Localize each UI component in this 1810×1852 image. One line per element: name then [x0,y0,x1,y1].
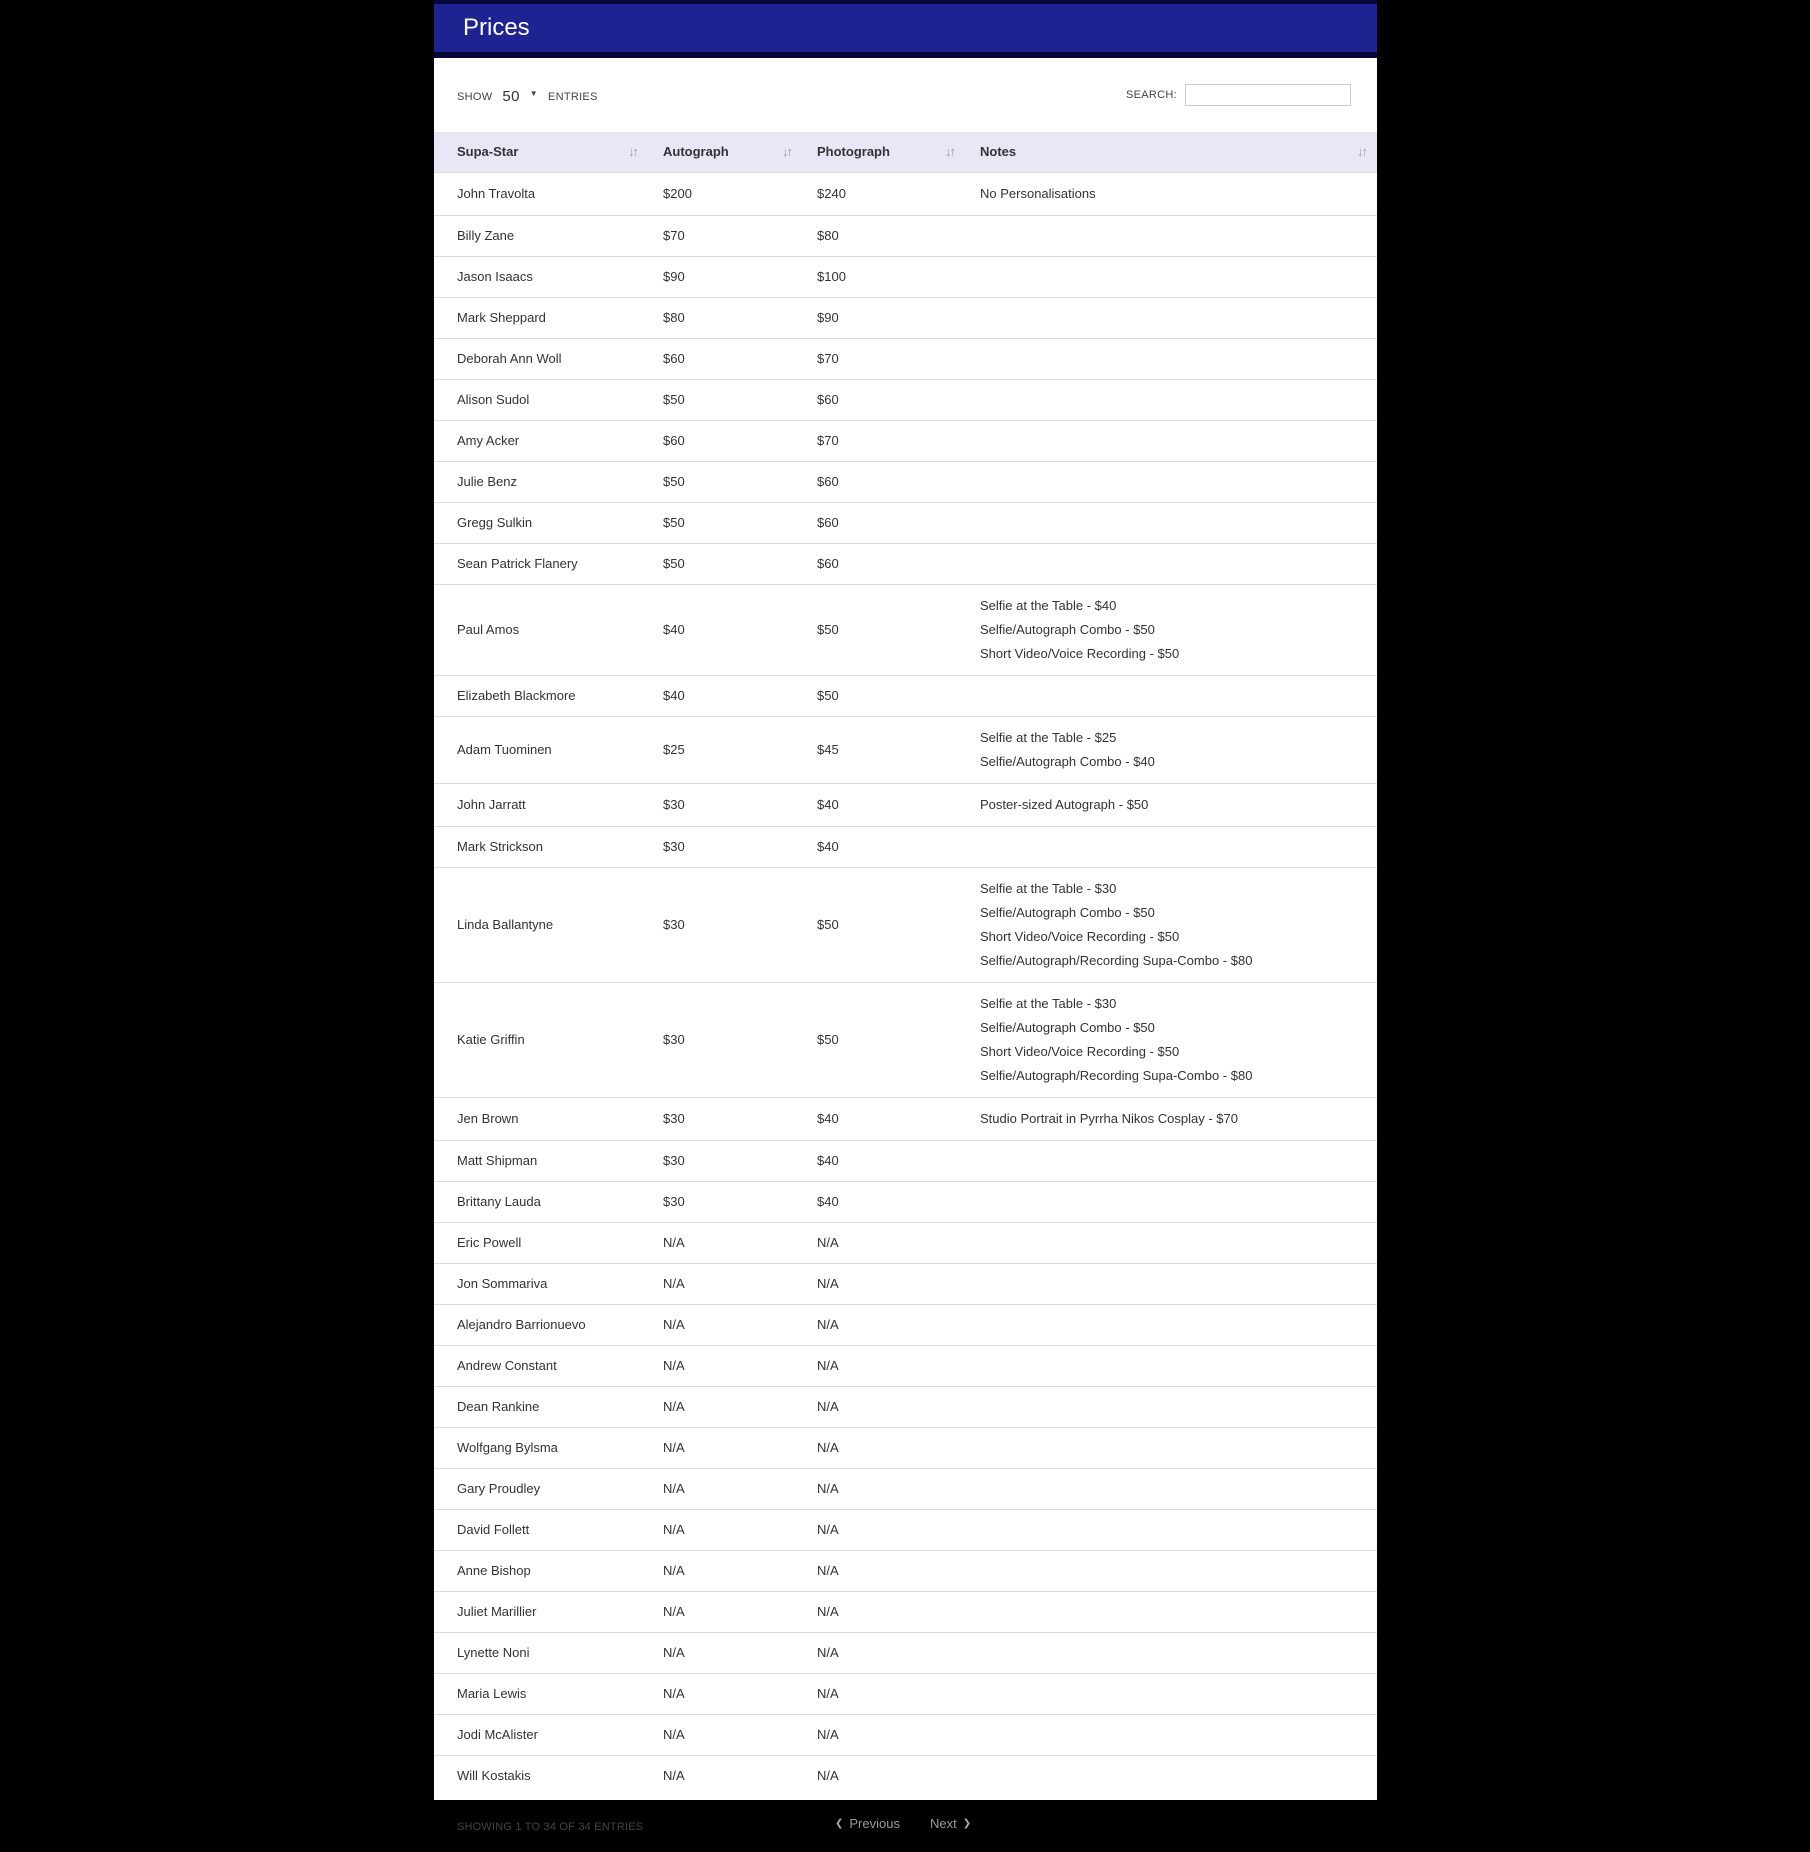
cell-supa-star: Andrew Constant [434,1345,648,1386]
cell-photograph: N/A [802,1755,965,1796]
table-row [434,1181,1377,1222]
cell-supa-star: Alejandro Barrionuevo [434,1304,648,1345]
cell-autograph: N/A [648,1673,802,1714]
cell-supa-star: Paul Amos [434,584,648,675]
cell-supa-star: Brittany Lauda [434,1181,648,1222]
cell-supa-star: Wolfgang Bylsma [434,1427,648,1468]
search-input[interactable] [1185,84,1351,106]
cell-autograph: $30 [648,1097,802,1140]
cell-supa-star: Matt Shipman [434,1140,648,1181]
table-row [434,256,1377,297]
entries-length-select[interactable] [502,88,538,105]
cell-notes [965,543,1377,584]
cell-supa-star: Jason Isaacs [434,256,648,297]
cell-photograph: N/A [802,1591,965,1632]
table-row [434,1263,1377,1304]
cell-supa-star: Maria Lewis [434,1673,648,1714]
cell-autograph: $50 [648,543,802,584]
cell-autograph: N/A [648,1550,802,1591]
cell-autograph: $30 [648,826,802,867]
cell-supa-star: Eric Powell [434,1222,648,1263]
column-header-label: Photograph [817,144,890,160]
cell-autograph: N/A [648,1427,802,1468]
table-row [434,543,1377,584]
cell-photograph: $70 [802,420,965,461]
note-line: Selfie at the Table - $25 [980,729,1117,745]
cell-notes [965,1345,1377,1386]
cell-notes [965,1263,1377,1304]
cell-supa-star: Jodi McAlister [434,1714,648,1755]
note-line: Short Video/Voice Recording - $50 [980,1043,1180,1059]
cell-photograph: N/A [802,1550,965,1591]
cell-photograph: N/A [802,1304,965,1345]
table-body [434,172,1377,1796]
table-row [434,172,1377,215]
table-row [434,1097,1377,1140]
note-line: No Personalisations [980,185,1096,201]
table-row [434,1304,1377,1345]
cell-notes [965,379,1377,420]
table-row [434,420,1377,461]
table-row [434,982,1377,1097]
cell-autograph: N/A [648,1755,802,1796]
cell-supa-star: Alison Sudol [434,379,648,420]
cell-autograph: $50 [648,502,802,543]
cell-notes [965,215,1377,256]
table-row [434,1673,1377,1714]
cell-notes [965,783,1377,826]
cell-supa-star: Lynette Noni [434,1632,648,1673]
cell-notes [965,584,1377,675]
table-footer [434,1796,1377,1852]
note-line: Selfie at the Table - $30 [980,880,1117,896]
cell-photograph: N/A [802,1427,965,1468]
cell-notes [965,1591,1377,1632]
cell-photograph: $80 [802,215,965,256]
cell-supa-star: Katie Griffin [434,982,648,1097]
cell-photograph: $100 [802,256,965,297]
cell-notes [965,1509,1377,1550]
table-row [434,297,1377,338]
table-row [434,502,1377,543]
note-line: Selfie at the Table - $40 [980,597,1117,613]
cell-notes [965,826,1377,867]
cell-notes [965,675,1377,716]
cell-autograph: N/A [648,1222,802,1263]
cell-photograph: $50 [802,867,965,982]
note-line: Short Video/Voice Recording - $50 [980,928,1180,944]
cell-notes [965,1714,1377,1755]
cell-supa-star: John Travolta [434,172,648,215]
cell-notes [965,338,1377,379]
table-row [434,1427,1377,1468]
table-header-row [434,132,1377,172]
cell-autograph: $30 [648,783,802,826]
cell-supa-star: Mark Strickson [434,826,648,867]
column-header-label: Notes [980,144,1017,160]
cell-photograph: N/A [802,1714,965,1755]
cell-notes [965,982,1377,1097]
column-header-supa-star[interactable] [434,132,648,172]
table-row [434,1222,1377,1263]
cell-photograph: N/A [802,1386,965,1427]
cell-autograph: $30 [648,1181,802,1222]
cell-photograph: $40 [802,783,965,826]
table-row [434,1345,1377,1386]
cell-photograph: $50 [802,675,965,716]
cell-supa-star: Jen Brown [434,1097,648,1140]
cell-photograph: $70 [802,338,965,379]
cell-supa-star: Dean Rankine [434,1386,648,1427]
cell-autograph: N/A [648,1509,802,1550]
cell-photograph: $50 [802,982,965,1097]
table-row [434,826,1377,867]
table-row [434,1386,1377,1427]
cell-autograph: N/A [648,1632,802,1673]
cell-autograph: $80 [648,297,802,338]
cell-autograph: N/A [648,1263,802,1304]
sort-arrows-icon: ↓↑ [1357,144,1366,159]
cell-supa-star: Gregg Sulkin [434,502,648,543]
cell-supa-star: Juliet Marillier [434,1591,648,1632]
column-header-label: Autograph [663,144,729,160]
cell-notes [965,297,1377,338]
cell-autograph: $60 [648,338,802,379]
previous-button[interactable] [829,1816,900,1831]
cell-supa-star: Mark Sheppard [434,297,648,338]
table-row [434,584,1377,675]
cell-autograph: N/A [648,1714,802,1755]
table-row [434,461,1377,502]
prices-table [434,132,1377,1796]
cell-autograph: $30 [648,982,802,1097]
table-row [434,716,1377,783]
cell-photograph: $60 [802,502,965,543]
cell-supa-star: Amy Acker [434,420,648,461]
cell-autograph: N/A [648,1386,802,1427]
note-line: Short Video/Voice Recording - $50 [980,645,1180,661]
note-line: Selfie/Autograph Combo - $40 [980,753,1155,769]
table-row [434,1468,1377,1509]
cell-autograph: $30 [648,1140,802,1181]
sort-arrows-icon: ↓↑ [945,144,954,159]
cell-notes [965,1097,1377,1140]
cell-notes [965,1468,1377,1509]
cell-autograph: N/A [648,1345,802,1386]
cell-photograph: N/A [802,1673,965,1714]
previous-label: Previous [849,1815,900,1831]
column-header-photograph[interactable] [802,132,965,172]
cell-notes [965,1181,1377,1222]
cell-notes [965,867,1377,982]
cell-notes [965,1632,1377,1673]
next-button[interactable] [930,1816,977,1831]
note-line: Selfie/Autograph Combo - $50 [980,621,1155,637]
cell-photograph: $60 [802,461,965,502]
cell-photograph: $240 [802,172,965,215]
cell-supa-star: Julie Benz [434,461,648,502]
cell-notes [965,1386,1377,1427]
table-row [434,1591,1377,1632]
chevron-right-icon: ❯ [962,1817,972,1829]
note-line: Selfie at the Table - $30 [980,995,1117,1011]
column-header-autograph[interactable] [648,132,802,172]
cell-photograph: $40 [802,826,965,867]
length-control [457,88,598,105]
cell-notes [965,1140,1377,1181]
cell-notes [965,1427,1377,1468]
cell-autograph: N/A [648,1304,802,1345]
cell-autograph: N/A [648,1591,802,1632]
cell-supa-star: Deborah Ann Woll [434,338,648,379]
cell-autograph: $200 [648,172,802,215]
cell-notes [965,461,1377,502]
table-row [434,783,1377,826]
note-line: Selfie/Autograph Combo - $50 [980,1019,1155,1035]
caret-down-icon: ▼ [529,89,538,98]
cell-photograph: $45 [802,716,965,783]
cell-notes [965,1550,1377,1591]
search-label: SEARCH: [1126,89,1177,101]
table-row [434,1140,1377,1181]
cell-supa-star: David Follett [434,1509,648,1550]
cell-supa-star: Sean Patrick Flanery [434,543,648,584]
cell-photograph: $40 [802,1140,965,1181]
cell-notes [965,716,1377,783]
cell-photograph: $60 [802,543,965,584]
cell-autograph: $60 [648,420,802,461]
cell-photograph: N/A [802,1509,965,1550]
table-row [434,1509,1377,1550]
cell-autograph: $50 [648,379,802,420]
table-row [434,1714,1377,1755]
cell-supa-star: Jon Sommariva [434,1263,648,1304]
length-value: 50 [502,88,520,105]
cell-autograph: $50 [648,461,802,502]
table-row [434,215,1377,256]
cell-notes [965,1222,1377,1263]
cell-notes [965,1673,1377,1714]
cell-supa-star: John Jarratt [434,783,648,826]
pagination [829,1816,977,1831]
note-line: Poster-sized Autograph - $50 [980,796,1149,812]
cell-supa-star: Anne Bishop [434,1550,648,1591]
cell-photograph: N/A [802,1345,965,1386]
cell-autograph: $40 [648,675,802,716]
page-title: Prices [463,14,530,41]
cell-autograph: $70 [648,215,802,256]
show-label: SHOW [457,90,493,103]
table-row [434,379,1377,420]
cell-notes [965,256,1377,297]
cell-autograph: $30 [648,867,802,982]
cell-autograph: N/A [648,1468,802,1509]
table-row [434,338,1377,379]
note-line: Studio Portrait in Pyrrha Nikos Cosplay - $70 [980,1110,1238,1126]
prices-panel [434,0,1377,1833]
cell-supa-star: Adam Tuominen [434,716,648,783]
cell-notes [965,420,1377,461]
note-line: Selfie/Autograph/Recording Supa-Combo - $80 [980,952,1253,968]
cell-photograph: $40 [802,1097,965,1140]
table-row [434,675,1377,716]
sort-arrows-icon: ↓↑ [782,144,791,159]
cell-supa-star: Billy Zane [434,215,648,256]
cell-photograph: N/A [802,1632,965,1673]
cell-photograph: $40 [802,1181,965,1222]
cell-supa-star: Linda Ballantyne [434,867,648,982]
note-line: Selfie/Autograph/Recording Supa-Combo - $80 [980,1067,1253,1083]
chevron-left-icon: ❮ [835,1817,844,1829]
table-row [434,1755,1377,1796]
column-header-label: Supa-Star [457,144,519,160]
cell-supa-star: Elizabeth Blackmore [434,675,648,716]
cell-photograph: N/A [802,1222,965,1263]
sort-arrows-icon: ↓↑ [628,144,637,159]
cell-photograph: $90 [802,297,965,338]
cell-autograph: $25 [648,716,802,783]
next-label: Next [929,1815,957,1831]
cell-autograph: $90 [648,256,802,297]
table-row [434,1632,1377,1673]
cell-notes [965,172,1377,215]
cell-notes [965,502,1377,543]
cell-photograph: N/A [802,1263,965,1304]
cell-supa-star: Will Kostakis [434,1755,648,1796]
cell-photograph: N/A [802,1468,965,1509]
cell-photograph: $60 [802,379,965,420]
entries-label: ENTRIES [547,90,598,103]
cell-supa-star: Gary Proudley [434,1468,648,1509]
cell-notes [965,1755,1377,1796]
cell-notes [965,1304,1377,1345]
search-control [1126,84,1351,106]
column-header-notes[interactable] [965,132,1377,172]
note-line: Selfie/Autograph Combo - $50 [980,904,1155,920]
table-controls [434,58,1377,132]
table-info: SHOWING 1 TO 34 OF 34 ENTRIES [457,1820,644,1833]
cell-photograph: $50 [802,584,965,675]
table-row [434,1550,1377,1591]
panel-header [434,4,1377,58]
cell-autograph: $40 [648,584,802,675]
table-row [434,867,1377,982]
